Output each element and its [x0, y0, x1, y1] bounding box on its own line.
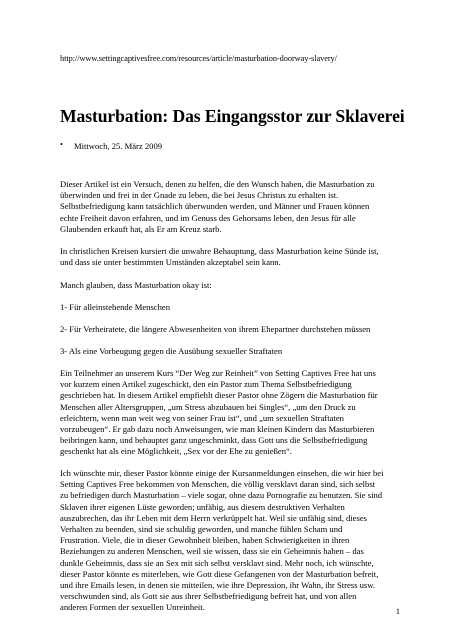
text-line: zu befriedigen durch Masturbation – viele sogar, ohne dazu Pornografie zu benutzen. Sie sind — [60, 490, 383, 501]
text-line: In christlichen Kreisen kursiert die unwahre Behauptung, dass Masturbation keine Sünde ist, — [60, 246, 379, 256]
text-line: vor kurzem einen Artikel zugeschickt, den ein Pastor zum Thema Selbstbefriedigung — [60, 379, 352, 390]
text-line: und ihre Emails lesen, in denen sie mitteilen, wie ihre Depression, ihr Wahn, ihr Stress usw. — [60, 580, 376, 591]
text-line: Verhalten zu beenden, sind sie schuldig geworden, und manche fühlen Scham und — [60, 524, 343, 535]
source-url: http://www.settingcaptivesfree.com/resources/article/masturbation-doorway-slavery/ — [60, 54, 337, 63]
article-title: Masturbation: Das Eingangsstor zur Sklaverei — [60, 106, 405, 126]
date-text: Mittwoch, 25. März 2009 — [74, 141, 163, 151]
text-line: beibringen kann, und behauptet ganz ungeschminkt, dass Gott uns die Selbstbefriedigung — [60, 435, 368, 446]
text-line: Ein Teilnehmer an unserem Kurs “Der Weg zur Reinheit” von Setting Captives Free hat uns — [60, 368, 376, 378]
text-line: anderen Formen der sexuellen Unreinheit. — [60, 602, 205, 613]
text-line: Sklaven ihrer eigenen Lüste geworden; unfähig, aus diesem destruktiven Verhalten — [60, 501, 345, 512]
paragraph-claim — [60, 246, 400, 268]
text-line: 1- Für alleinstehende Menschen — [60, 302, 171, 312]
paragraph-list-intro — [60, 280, 400, 291]
paragraph-pastor-article — [60, 368, 400, 458]
text-line: Dieser Artikel ist ein Versuch, denen zu helfen, die den Wunsch haben, die Masturbation zu — [60, 179, 375, 189]
text-line: Beziehungen zu anderen Menschen, weil sie wissen, dass sie ein Geheimnis haben – das — [60, 546, 364, 557]
text-line: Setting Captives Free bekommen von Menschen, die völlig versklavt daran sind, sich selbst — [60, 479, 376, 490]
text-line: dunkle Geheimnis, dass sie an Sex mit sich selbst versklavt sind. Mehr noch, ich wünschte, — [60, 557, 374, 568]
text-line: erleichtern, wenn man weit weg von seiner Frau ist“, und „um sexuellen Straftaten — [60, 412, 344, 423]
bullet-icon: • — [60, 140, 63, 149]
list-item-1 — [60, 302, 400, 313]
list-item-2 — [60, 324, 400, 335]
list-item-3 — [60, 346, 400, 357]
text-line: Ich wünschte mir, dieser Pastor könnte einige der Kursanmeldungen einsehen, die wir hier bei — [60, 468, 384, 478]
text-line: Manch glauben, dass Masturbation okay ist: — [60, 280, 212, 290]
article-date — [60, 140, 163, 151]
text-line: und dass sie unter bestimmten Umständen akzeptabel sein kann. — [60, 257, 281, 268]
text-line: 2- Für Verheiratete, die längere Abwesenheiten von ihrem Ehepartner durchstehen müssen — [60, 324, 371, 334]
text-line: vorzubeugen“. Er gab dazu noch Anweisungen, wie man kleinen Kindern das Masturbieren — [60, 424, 375, 435]
text-line: geschenkt hat als eine Möglichkeit, „Sex vor der Ehe zu genießen“. — [60, 446, 292, 457]
paragraph-intro — [60, 179, 400, 235]
page-number: 1 — [395, 606, 400, 616]
text-line: geschrieben hat. In diesem Artikel empfiehlt dieser Pastor ohne Zögern die Masturbation für — [60, 390, 378, 401]
text-line: Menschen aller Altersgruppen, „um Stress abzubauen bei Singles“, „um den Druck zu — [60, 401, 356, 412]
text-line: Selbstbefriedigung kann tatsächlich überwunden werden, und Männer und Frauen können — [60, 201, 370, 212]
text-line: dieser Pastor könnte es miterleben, wie Gott diese Gefangenen von der Masturbation befreit, — [60, 568, 379, 579]
text-line: auszubrechen, das ihr Leben mit dem Herrn verkrüppelt hat. Weil sie unfähig sind, dieses — [60, 512, 367, 523]
text-line: echte Freiheit davon erfahren, und im Genuss des Gehorsams leben, den Jesus für alle — [60, 212, 356, 223]
text-line: Glaubenden erkauft hat, als Er am Kreuz starb. — [60, 223, 222, 234]
paragraph-wish — [60, 468, 400, 614]
text-line: Frustration. Viele, die in dieser Gewohnheit bleiben, haben Schwierigkeiten in ihren — [60, 535, 350, 546]
text-line: 3- Als eine Vorbeugung gegen die Ausübung sexueller Straftaten — [60, 346, 283, 356]
text-line: überwinden und frei in der Gnade zu leben, die bei Jesus Christus zu erhalten ist. — [60, 190, 339, 201]
text-line: verschwunden sind, als Gott sie aus ihrer Selbstbefriedigung befreit hat, und von allen — [60, 591, 357, 602]
